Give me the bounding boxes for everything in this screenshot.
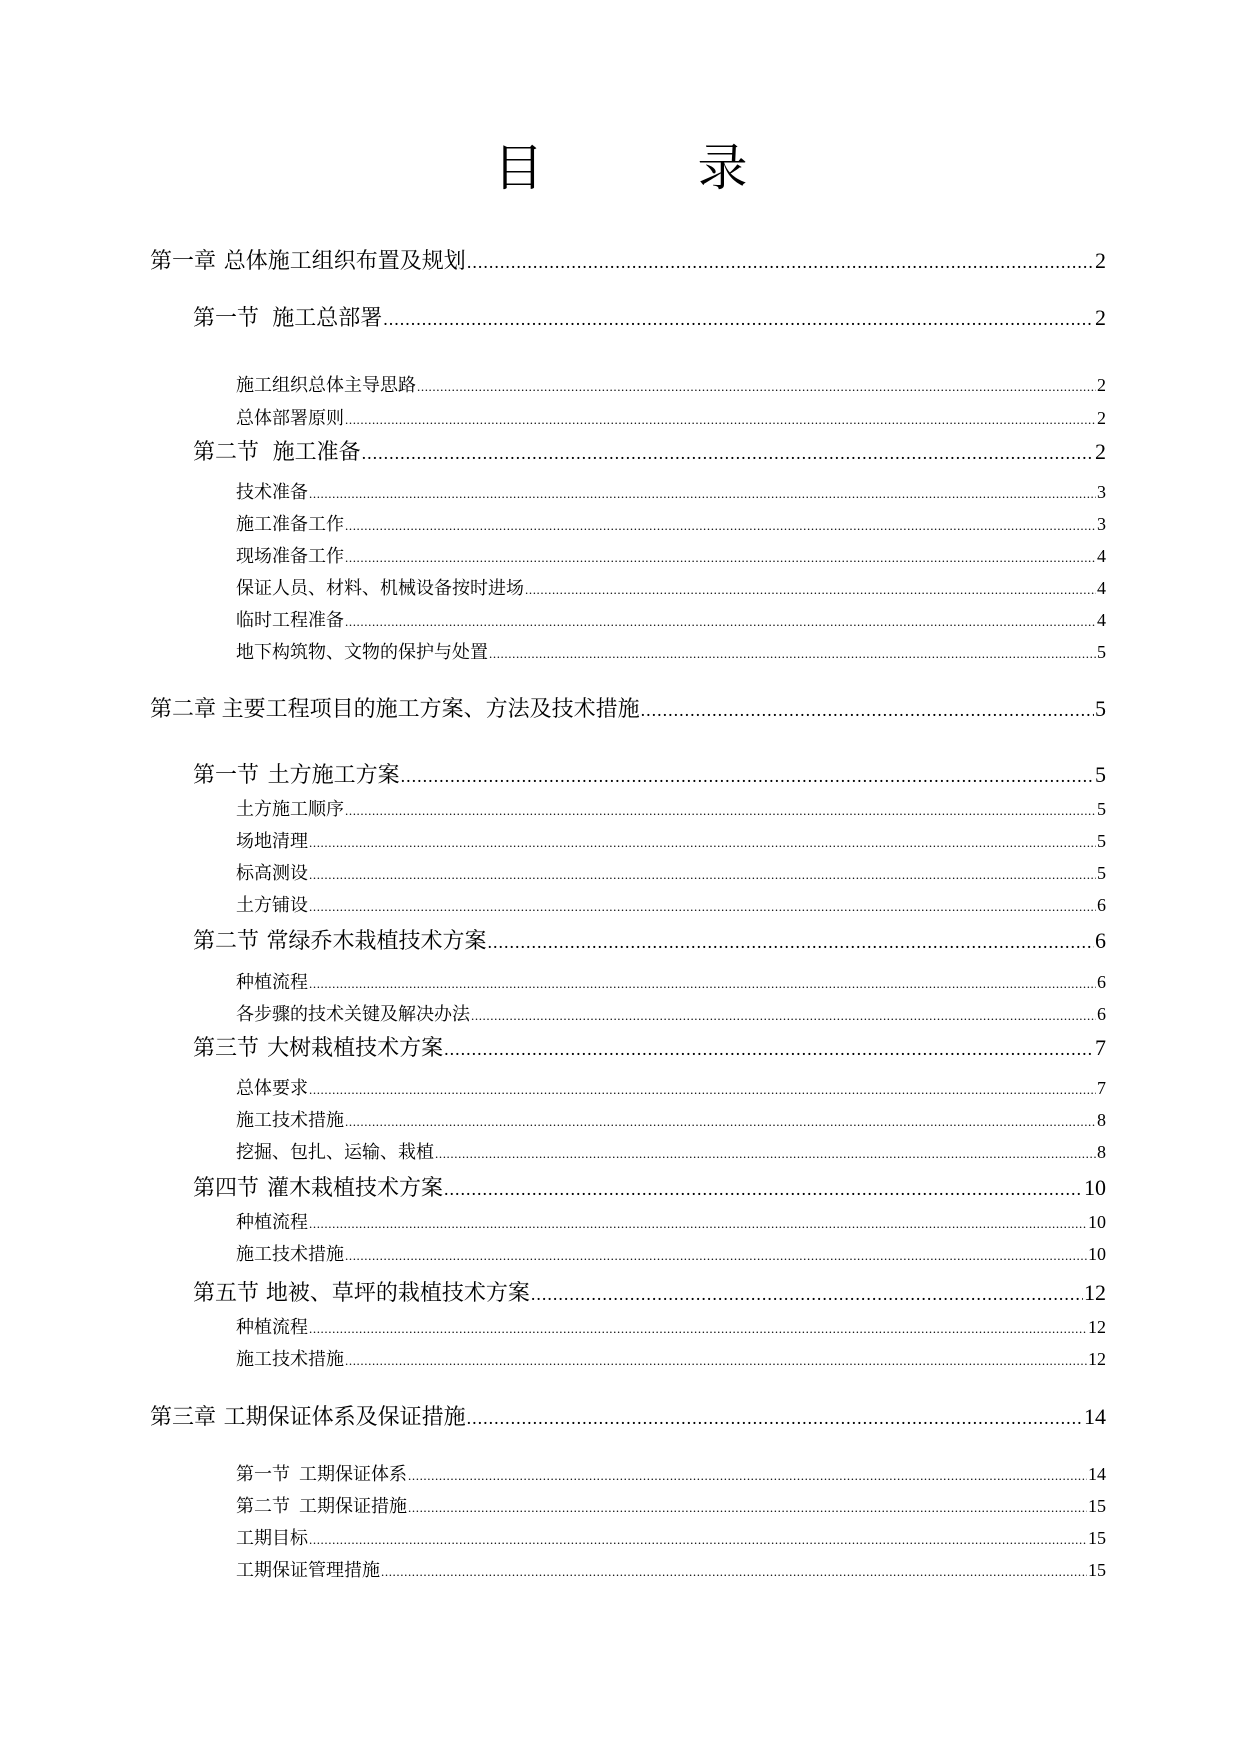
toc-item-title: 种植流程 <box>236 972 308 993</box>
toc-page-number: 5 <box>1095 762 1106 787</box>
toc-item[interactable] <box>236 1493 1106 1519</box>
toc-page-number: 15 <box>1088 1528 1106 1548</box>
toc-item[interactable] <box>236 543 1106 569</box>
toc-dot-leader <box>444 1174 1083 1204</box>
toc-dot-leader <box>381 1559 1087 1585</box>
toc-page-number: 12 <box>1088 1349 1106 1369</box>
toc-item[interactable] <box>236 796 1106 822</box>
toc-item-title: 施工准备工作 <box>236 514 344 535</box>
toc-dot-leader <box>345 1243 1087 1269</box>
toc-dot-leader <box>345 545 1096 571</box>
toc-dot-leader <box>309 481 1096 507</box>
toc-section-title: 常绿乔木栽植技术方案 <box>266 929 487 954</box>
toc-item[interactable] <box>236 372 1106 398</box>
toc-page-number: 6 <box>1095 928 1106 953</box>
toc-dot-leader <box>362 438 1094 468</box>
toc-item-title: 保证人员、材料、机械设备按时进场 <box>236 578 524 599</box>
toc-section-number: 第一节 <box>236 1464 290 1485</box>
toc-dot-leader <box>467 1403 1083 1433</box>
toc-item[interactable] <box>236 1557 1106 1583</box>
toc-item-title: 土方铺设 <box>236 895 308 916</box>
toc-item[interactable] <box>236 969 1106 995</box>
toc-item-title: 工期保证体系 <box>299 1464 408 1485</box>
toc-dot-leader <box>444 1034 1094 1064</box>
toc-item-title: 标高测设 <box>236 863 308 884</box>
toc-page-number: 4 <box>1097 610 1106 630</box>
page-title: 目 录 <box>493 139 800 197</box>
toc-item-title: 总体要求 <box>236 1078 308 1099</box>
toc-dot-leader <box>309 1211 1087 1237</box>
toc-item[interactable] <box>236 828 1106 854</box>
toc-item[interactable] <box>236 639 1106 665</box>
toc-section-number: 第二节 <box>193 440 260 465</box>
toc-page-number: 5 <box>1097 831 1106 851</box>
toc-item[interactable] <box>236 1525 1106 1551</box>
toc-page-number: 14 <box>1088 1464 1106 1484</box>
toc-chapter-3[interactable] <box>150 1402 1106 1432</box>
toc-section-number: 第三节 <box>193 1036 260 1061</box>
toc-page-number: 10 <box>1088 1212 1106 1232</box>
toc-page-number: 2 <box>1095 305 1106 330</box>
toc-dot-leader <box>408 1463 1087 1489</box>
toc-page-number: 6 <box>1097 972 1106 992</box>
toc-dot-leader <box>435 1141 1096 1167</box>
toc-item-title: 施工组织总体主导思路 <box>236 375 416 396</box>
toc-dot-leader <box>525 577 1096 603</box>
toc-item-title: 种植流程 <box>236 1212 308 1233</box>
toc-item-title: 施工技术措施 <box>236 1110 344 1131</box>
toc-page-number: 12 <box>1088 1317 1106 1337</box>
toc-section-number: 第一节 <box>193 306 260 331</box>
toc-item[interactable] <box>236 511 1106 537</box>
toc-page-number: 5 <box>1097 799 1106 819</box>
toc-item[interactable] <box>236 1461 1106 1487</box>
toc-page-number: 5 <box>1095 696 1106 721</box>
toc-item[interactable] <box>236 405 1106 431</box>
toc-section-1-1[interactable] <box>193 303 1106 333</box>
toc-page-number: 14 <box>1084 1404 1106 1429</box>
toc-dot-leader <box>345 407 1096 433</box>
toc-item[interactable] <box>236 1107 1106 1133</box>
toc-dot-leader <box>641 695 1094 725</box>
toc-section-number: 第二节 <box>236 1496 290 1517</box>
toc-dot-leader <box>309 1316 1087 1342</box>
toc-item-title: 种植流程 <box>236 1317 308 1338</box>
toc-page-number: 15 <box>1088 1496 1106 1516</box>
toc-dot-leader <box>401 761 1094 791</box>
toc-page-number: 2 <box>1097 408 1106 428</box>
toc-page-number: 15 <box>1088 1560 1106 1580</box>
toc-dot-leader <box>467 247 1094 277</box>
toc-item-title: 挖掘、包扎、运输、栽植 <box>236 1142 434 1163</box>
toc-section-title: 灌木栽植技术方案 <box>266 1176 443 1201</box>
toc-page-number: 7 <box>1097 1078 1106 1098</box>
toc-section-title: 地被、草坪的栽植技术方案 <box>265 1281 530 1306</box>
toc-chapter-number: 第三章 <box>150 1405 217 1430</box>
toc-item[interactable] <box>236 860 1106 886</box>
toc-section-2-3[interactable] <box>193 1033 1106 1063</box>
toc-section-title: 施工准备 <box>272 440 361 465</box>
toc-dot-leader <box>309 862 1096 888</box>
toc-item[interactable] <box>236 1139 1106 1165</box>
toc-item-title: 施工技术措施 <box>236 1244 344 1265</box>
toc-item-title: 现场准备工作 <box>236 546 344 567</box>
toc-chapter-number: 第一章 <box>150 249 217 274</box>
toc-dot-leader <box>345 1348 1087 1374</box>
toc-dot-leader <box>408 1495 1087 1521</box>
toc-chapter-title: 主要工程项目的施工方案、方法及技术措施 <box>221 697 640 722</box>
toc-item-title: 总体部署原则 <box>236 408 344 429</box>
toc-section-2-4[interactable] <box>193 1173 1106 1203</box>
toc-item[interactable] <box>236 1346 1106 1372</box>
toc-chapter-2[interactable] <box>150 694 1106 724</box>
toc-page-number: 5 <box>1097 642 1106 662</box>
toc-page-number: 6 <box>1097 1004 1106 1024</box>
toc-dot-leader <box>531 1279 1083 1309</box>
toc-page-number: 10 <box>1084 1175 1106 1200</box>
toc-item[interactable] <box>236 892 1106 918</box>
toc-item[interactable] <box>236 607 1106 633</box>
toc-page-number: 3 <box>1097 482 1106 502</box>
toc-item-title: 地下构筑物、文物的保护与处置 <box>236 642 488 663</box>
toc-section-number: 第四节 <box>193 1176 260 1201</box>
toc-section-2-2[interactable] <box>193 926 1106 956</box>
toc-item-title: 临时工程准备 <box>236 610 344 631</box>
toc-dot-leader <box>309 894 1096 920</box>
toc-page-number: 7 <box>1095 1035 1106 1060</box>
toc-item[interactable] <box>236 1001 1106 1027</box>
toc-chapter-1[interactable] <box>150 246 1106 276</box>
toc-dot-leader <box>309 830 1096 856</box>
toc-section-number: 第五节 <box>193 1281 260 1306</box>
toc-section-number: 第一节 <box>193 763 260 788</box>
toc-item-title: 工期目标 <box>236 1528 308 1549</box>
toc-section-number: 第二节 <box>193 929 260 954</box>
toc-page-number: 5 <box>1097 863 1106 883</box>
toc-page-number: 2 <box>1095 248 1106 273</box>
toc-dot-leader <box>417 374 1096 400</box>
toc-chapter-number: 第二章 <box>150 697 217 722</box>
toc-page-number: 12 <box>1084 1280 1106 1305</box>
toc-dot-leader <box>309 1527 1087 1553</box>
toc-page-number: 4 <box>1097 578 1106 598</box>
toc-dot-leader <box>488 927 1094 957</box>
toc-page-number: 2 <box>1095 439 1106 464</box>
toc-dot-leader <box>309 1077 1096 1103</box>
toc-page-number: 4 <box>1097 546 1106 566</box>
toc-section-title: 施工总部署 <box>272 306 383 331</box>
toc-section-title: 大树栽植技术方案 <box>267 1036 444 1061</box>
toc-item-title: 各步骤的技术关键及解决办法 <box>236 1004 470 1025</box>
toc-item-title: 施工技术措施 <box>236 1349 344 1370</box>
toc-dot-leader <box>471 1003 1096 1029</box>
toc-item[interactable] <box>236 479 1106 505</box>
toc-dot-leader <box>309 971 1096 997</box>
toc-page-number: 8 <box>1097 1142 1106 1162</box>
toc-dot-leader <box>489 641 1096 667</box>
toc-item[interactable] <box>236 575 1106 601</box>
toc-page-number: 3 <box>1097 514 1106 534</box>
toc-item[interactable] <box>236 1241 1106 1267</box>
toc-section-2-5[interactable] <box>193 1278 1106 1308</box>
toc-page-number: 10 <box>1088 1244 1106 1264</box>
toc-item-title: 土方施工顺序 <box>236 799 344 820</box>
toc-item-title: 工期保证管理措施 <box>236 1560 380 1581</box>
toc-dot-leader <box>345 609 1096 635</box>
toc-dot-leader <box>345 798 1096 824</box>
toc-chapter-title: 工期保证体系及保证措施 <box>223 1405 466 1430</box>
toc-item[interactable] <box>236 1075 1106 1101</box>
toc-item-title: 工期保证措施 <box>299 1496 408 1517</box>
toc-page-number: 2 <box>1097 375 1106 395</box>
toc-page-number: 8 <box>1097 1110 1106 1130</box>
toc-dot-leader <box>383 304 1094 334</box>
toc-item[interactable] <box>236 1209 1106 1235</box>
toc-section-1-2[interactable] <box>193 437 1106 467</box>
toc-dot-leader <box>345 1109 1096 1135</box>
toc-chapter-title: 总体施工组织布置及规划 <box>223 249 466 274</box>
toc-dot-leader <box>345 513 1096 539</box>
toc-section-title: 土方施工方案 <box>267 763 400 788</box>
toc-item[interactable] <box>236 1314 1106 1340</box>
toc-item-title: 场地清理 <box>236 831 308 852</box>
toc-page-number: 6 <box>1097 895 1106 915</box>
toc-item-title: 技术准备 <box>236 482 308 503</box>
toc-section-2-1[interactable] <box>193 760 1106 790</box>
